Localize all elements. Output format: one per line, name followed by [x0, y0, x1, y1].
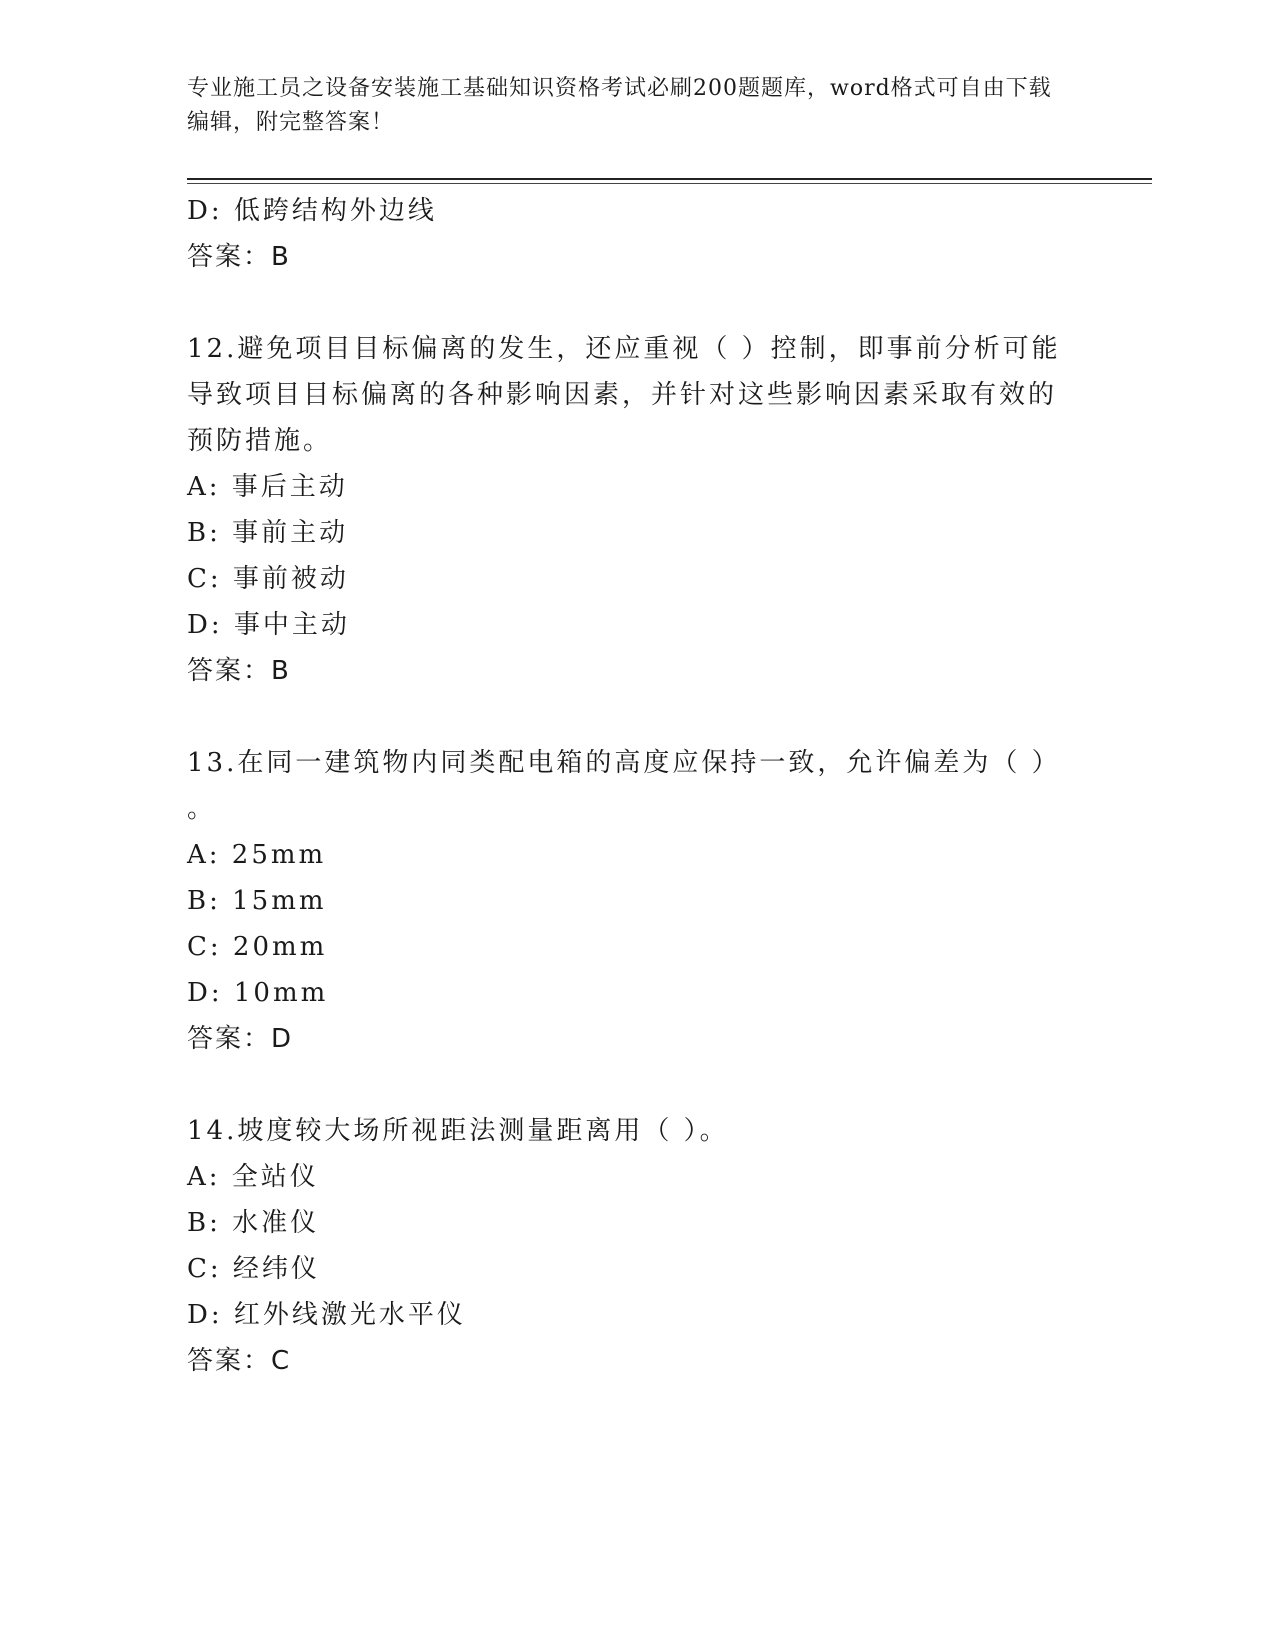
- question-stem-line: 预防措施。: [187, 426, 333, 456]
- question-14: [187, 1108, 1067, 1384]
- question-13: [187, 740, 1067, 1062]
- option-d: D: 事中主动: [187, 610, 350, 640]
- option-c: C: 经纬仪: [187, 1254, 320, 1284]
- option-d: D: 10mm: [187, 978, 329, 1008]
- question-stem-line: 12.避免项目目标偏离的发生，还应重视（ ）控制，即事前分析可能: [187, 334, 1061, 364]
- option-a: A: 25mm: [187, 840, 327, 870]
- option-b: B: 事前主动: [187, 518, 349, 548]
- option-d: D: 红外线激光水平仪: [187, 1300, 466, 1330]
- question-12: [187, 326, 1067, 694]
- question-stem-line: 。: [187, 794, 217, 824]
- answer: 答案：B: [187, 656, 291, 686]
- question-list: [187, 188, 1067, 1384]
- option-b: B: 15mm: [187, 886, 327, 916]
- question-stem-line: 14.坡度较大场所视距法测量距离用（ ）。: [187, 1116, 729, 1146]
- option-b: B: 水准仪: [187, 1208, 320, 1238]
- answer: 答案：C: [187, 1346, 292, 1376]
- option-a: A: 全站仪: [187, 1162, 319, 1192]
- option-c: C: 20mm: [187, 932, 328, 962]
- option-d: D: 低跨结构外边线: [187, 196, 437, 226]
- header-rule-thin: [187, 183, 1152, 184]
- document-header: 专业施工员之设备安装施工基础知识资格考试必刷200题题库，word格式可自由下载编辑，附完整答案！: [187, 76, 1052, 135]
- option-c: C: 事前被动: [187, 564, 349, 594]
- answer: 答案：B: [187, 242, 291, 272]
- question-stem-line: 13.在同一建筑物内同类配电箱的高度应保持一致，允许偏差为（ ）: [187, 748, 1061, 778]
- header-rule: [187, 178, 1152, 180]
- answer: 答案：D: [187, 1024, 294, 1054]
- question-stem-line: 导致项目目标偏离的各种影响因素，并针对这些影响因素采取有效的: [187, 380, 1058, 410]
- option-a: A: 事后主动: [187, 472, 348, 502]
